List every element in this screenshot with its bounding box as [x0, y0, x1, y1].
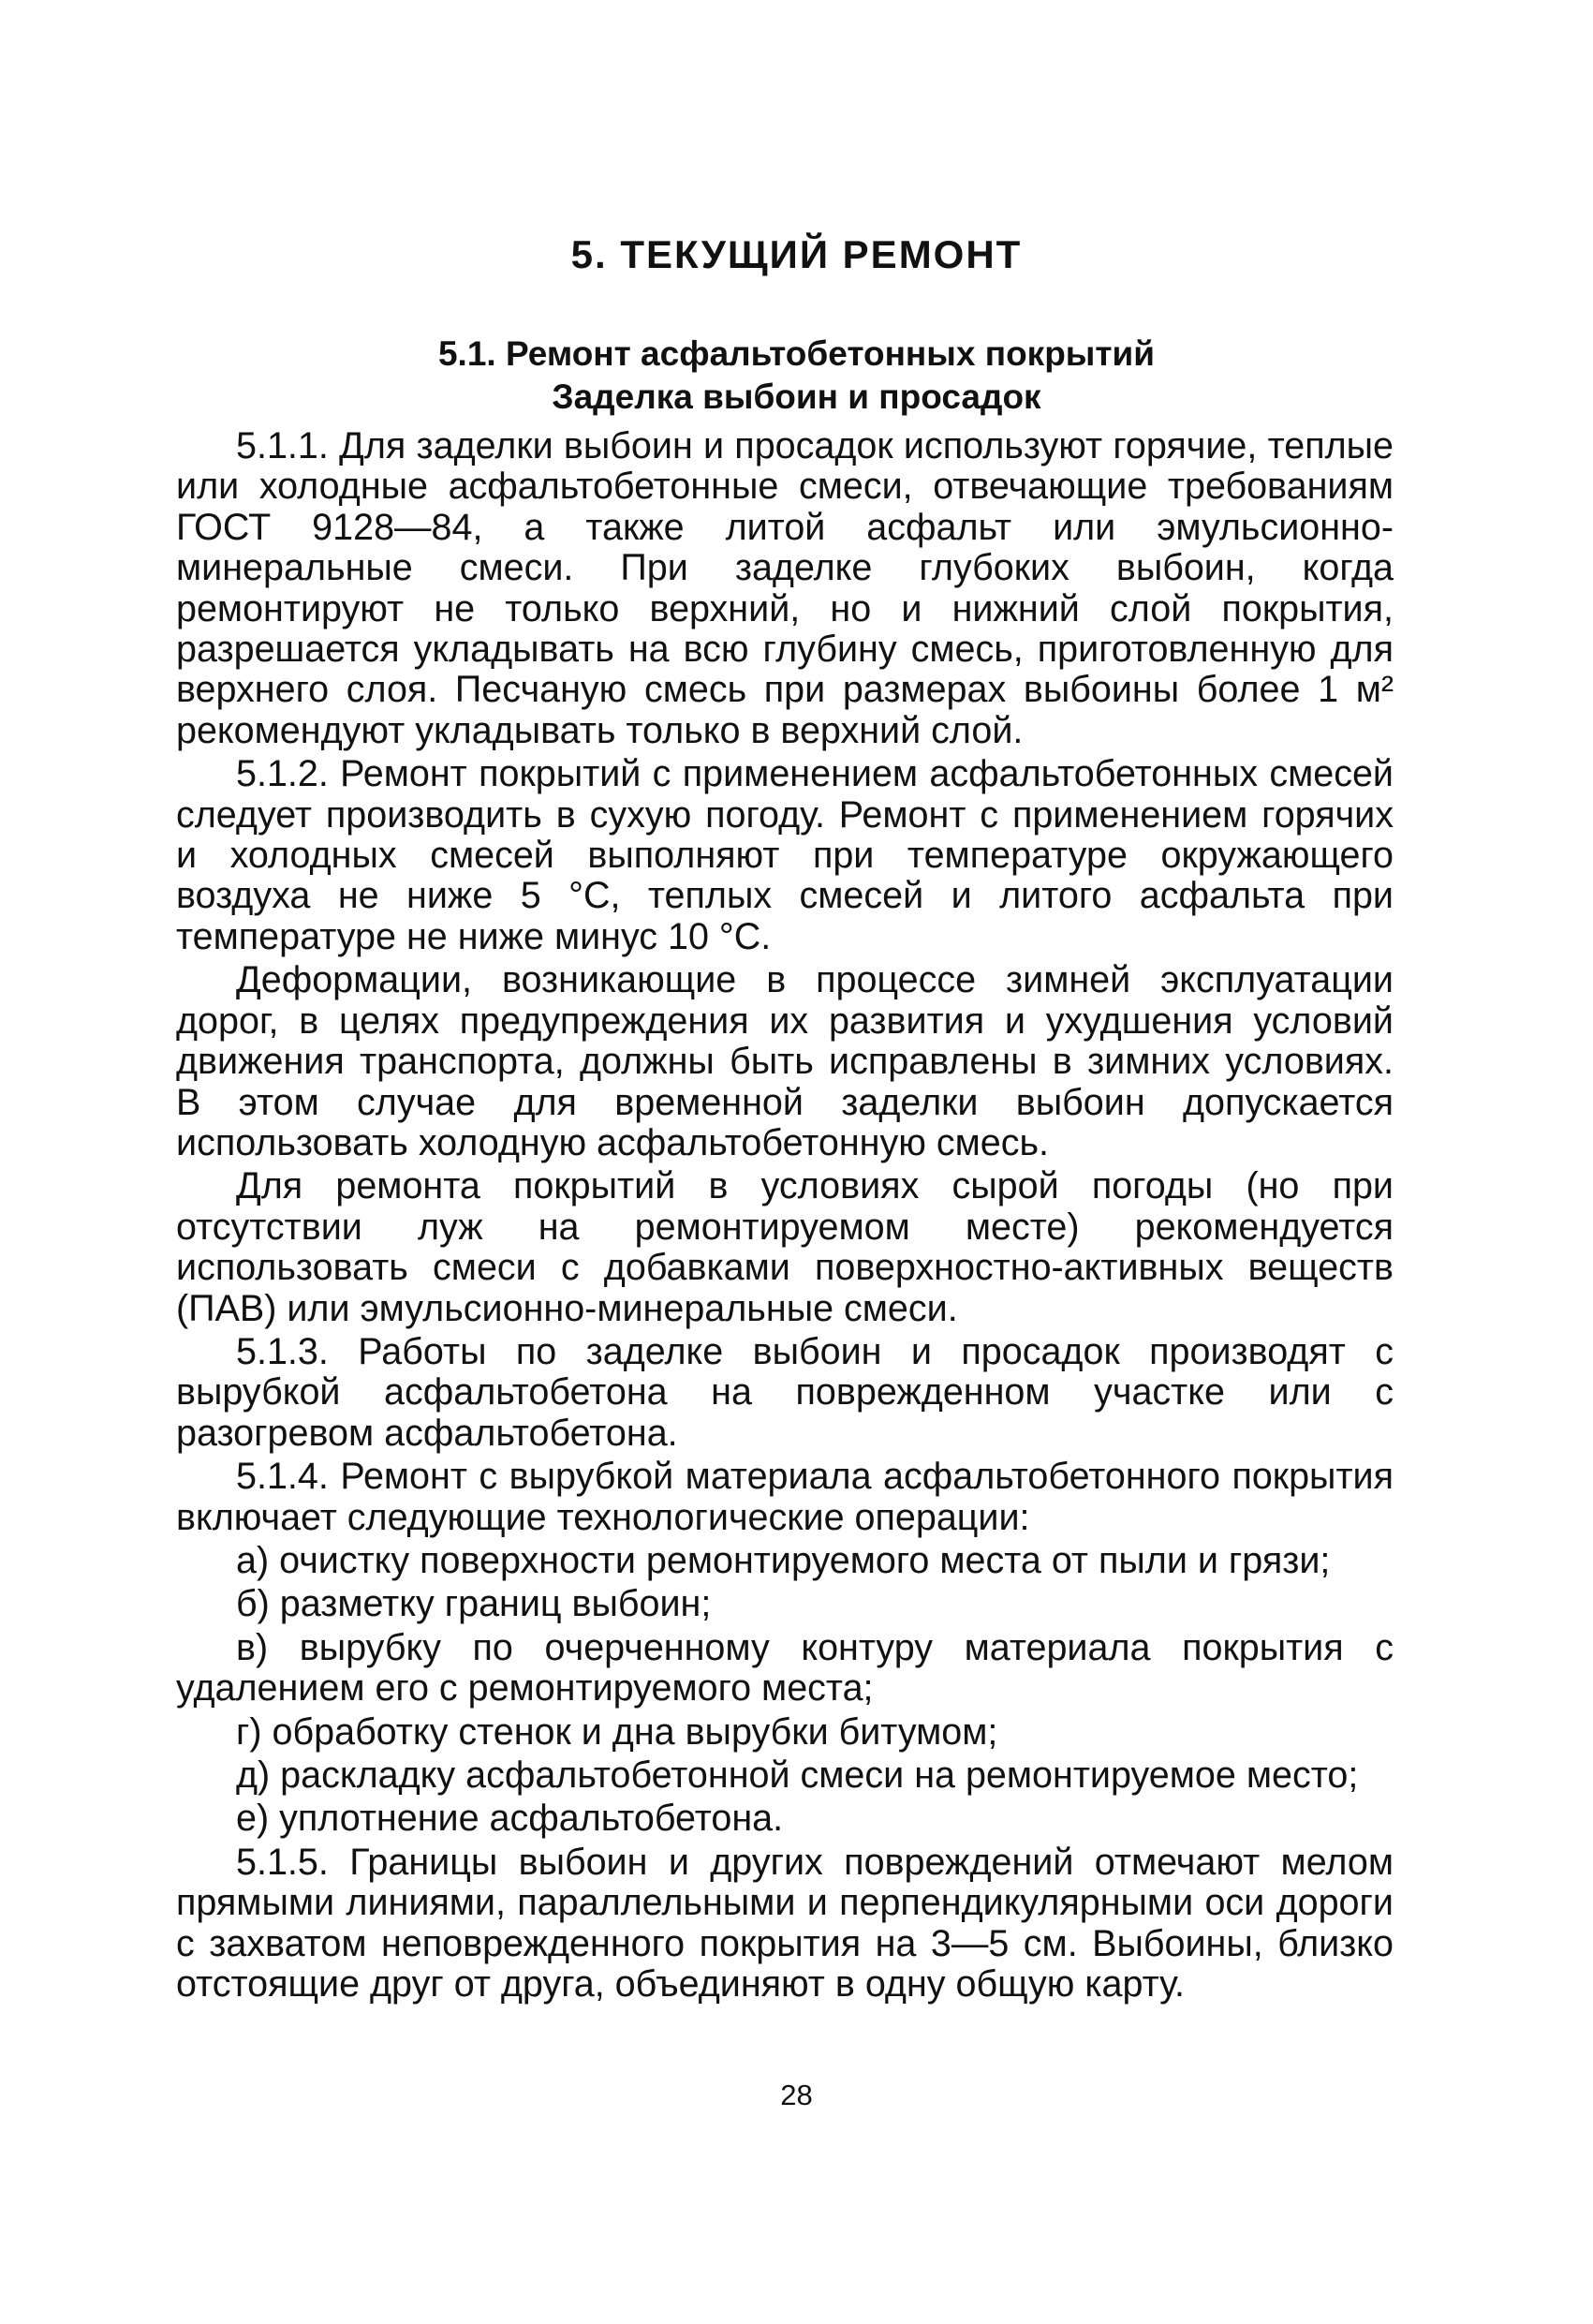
paragraph-5-1-5: 5.1.5. Границы выбоин и других повреждений отмечают мелом прямыми линиями, параллельными и перпендикулярными оси дороги с захватом неповрежденного покрытия на 3—5 см. Выбоины, близко отстоящие друг от друга, объединяют в одну общую карту. — [176, 1841, 1394, 2006]
section-title-line-1: 5.1. Ремонт асфальтобетонных покрытий — [437, 334, 1156, 373]
paragraph-deformations: Деформации, возникающие в процессе зимней эксплуатации дорог, в целях предупреждения их развития и ухудшения условий движения транспорта, должны быть исправлены в зимних условиях. В этом случае для временной заделки выбоин допускается использовать холодную асфальтобетонную смесь. — [176, 959, 1394, 1163]
paragraph-5-1-1: 5.1.1. Для заделки выбоин и просадок используют горячие, теплые или холодные асфальтобетонные смеси, отвечающие требованиям ГОСТ 9128—84, а также литой асфальт или эмульсионно-минеральные смеси. При заделке глубоких выбоин, когда ремонтируют не только верхний, но и нижний слой покрытия, разрешается укладывать на всю глубину смесь, приготовленную для верхнего слоя. Песчаную смесь при размерах выбоины более 1 м² рекомендуют укладывать только в верхний слой. — [176, 425, 1394, 751]
paragraph-5-1-4: 5.1.4. Ремонт с вырубкой материала асфальтобетонного покрытия включает следующие технологические операции: — [176, 1456, 1394, 1538]
paragraph-5-1-3: 5.1.3. Работы по заделке выбоин и просадок производят с вырубкой асфальтобетона на поврежденном участке или с разогревом асфальтобетона. — [176, 1330, 1394, 1454]
chapter-title: 5. ТЕКУЩИЙ РЕМОНТ — [570, 232, 1023, 276]
section-heading — [0, 333, 1593, 419]
list-item-g: г) обработку стенок и дна вырубки битумом; — [236, 1710, 998, 1753]
list-item-b: б) разметку границ выбоин; — [236, 1583, 712, 1625]
list-item-v: в) вырубку по очерченному контуру материала покрытия с удалением его с ремонтируемого места; — [176, 1626, 1394, 1710]
body-text — [176, 426, 1394, 2005]
list-item-d: д) раскладку асфальтобетонной смеси на ремонтируемое место; — [236, 1754, 1359, 1796]
paragraph-5-1-2: 5.1.2. Ремонт покрытий с применением асфальтобетонных смесей следует производить в сухую погоду. Ремонт с применением горячих и холодных смесей выполняют при температуре окружающего воздуха не ниже 5 °С, теплых смесей и литого асфальта при температуре не ниже минус 10 °С. — [176, 753, 1394, 957]
paragraph-wet-weather: Для ремонта покрытий в условиях сырой погоды (но при отсутствии луж на ремонтируемом месте) рекомендуется использовать смеси с добавками поверхностно-активных веществ (ПАВ) или эмульсионно-минеральные смеси. — [176, 1165, 1394, 1329]
page-number: 28 — [780, 2079, 813, 2111]
section-title-line-2: Заделка выбоин и просадок — [552, 377, 1041, 416]
list-item-a: а) очистку поверхности ремонтируемого места от пыли и грязи; — [236, 1539, 1331, 1581]
list-item-e: е) уплотнение асфальтобетона. — [236, 1798, 784, 1840]
